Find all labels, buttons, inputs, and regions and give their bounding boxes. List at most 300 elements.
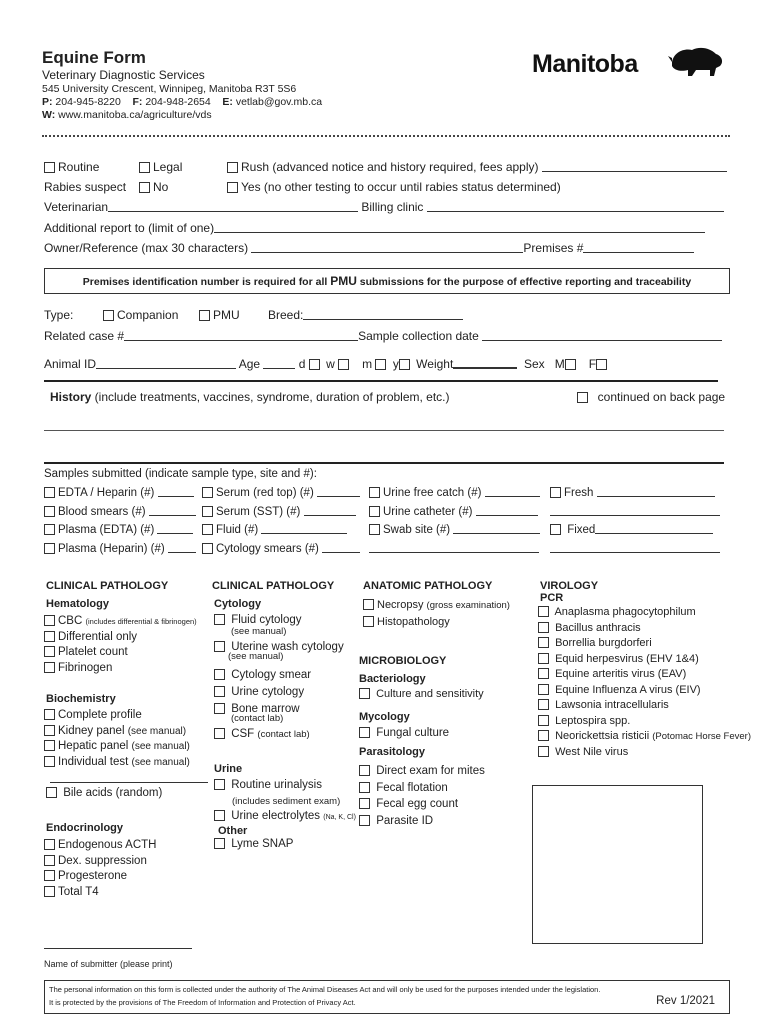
test-item[interactable] — [44, 614, 197, 630]
sample-item[interactable] — [44, 521, 196, 540]
test-label: Differential only — [58, 630, 138, 643]
test-item[interactable] — [44, 838, 156, 854]
test-checkbox[interactable] — [538, 622, 549, 633]
test-checkbox[interactable] — [359, 727, 370, 738]
other-heading: Other — [218, 825, 248, 837]
rabies-yes-option[interactable] — [227, 180, 561, 194]
continued-option[interactable] — [577, 390, 725, 404]
test-label: Platelet count — [58, 646, 128, 658]
sample-item[interactable] — [550, 484, 720, 503]
sample-field[interactable] — [317, 485, 360, 497]
test-item[interactable] — [46, 787, 162, 799]
additional-report-label: Additional report to (limit of one) — [44, 221, 215, 235]
test-label: Cytology smear — [231, 669, 312, 681]
sample-item[interactable] — [369, 521, 540, 540]
sample-label: Urine catheter (#) — [383, 505, 473, 518]
test-checkbox[interactable] — [214, 810, 225, 821]
test-item[interactable] — [44, 661, 197, 677]
test-checkbox[interactable] — [214, 728, 225, 739]
sample-field[interactable] — [369, 541, 539, 553]
weight-label: Weight — [416, 357, 454, 371]
related-case-row — [44, 329, 722, 343]
sample-checkbox[interactable] — [369, 524, 380, 535]
sample-date-field[interactable] — [482, 329, 722, 341]
test-item[interactable] — [44, 854, 156, 870]
phone: 204-945-8220 — [55, 96, 121, 108]
related-case-field[interactable] — [124, 329, 358, 341]
test-label: Uterine wash cytology — [231, 641, 344, 653]
test-item[interactable] — [214, 728, 310, 740]
sample-field[interactable] — [261, 522, 347, 534]
sample-checkbox[interactable] — [44, 487, 55, 498]
pmu-label: PMU — [213, 308, 240, 322]
test-label: Kidney panel — [58, 724, 125, 737]
test-item[interactable] — [359, 813, 485, 830]
samples-col1 — [44, 484, 196, 558]
history-label-bold: History — [50, 390, 92, 404]
sex-m-label: M — [554, 357, 565, 371]
sample-field[interactable] — [149, 504, 196, 516]
samples-col4 — [550, 484, 720, 558]
test-item[interactable] — [359, 763, 485, 780]
additional-report-row — [44, 221, 705, 235]
sample-item[interactable] — [550, 521, 720, 540]
test-label: CSF — [231, 728, 255, 740]
test-checkbox[interactable] — [44, 839, 55, 850]
rabies-no-checkbox[interactable] — [139, 182, 150, 193]
fax-label: F: — [132, 96, 143, 108]
continued-checkbox[interactable] — [577, 392, 588, 403]
test-checkbox[interactable] — [44, 662, 55, 673]
sample-checkbox[interactable] — [44, 506, 55, 517]
sample-field[interactable] — [304, 504, 356, 516]
sample-field[interactable] — [550, 504, 720, 516]
test-checkbox[interactable] — [214, 779, 225, 790]
test-checkbox[interactable] — [44, 886, 55, 897]
routine-label: Routine — [58, 160, 100, 174]
routine-option[interactable] — [44, 160, 99, 174]
test-checkbox[interactable] — [538, 653, 549, 664]
breed-row — [268, 308, 463, 322]
premises-notice — [44, 268, 730, 294]
test-note: (see manual) — [131, 756, 190, 768]
related-case-label: Related case # — [44, 329, 125, 343]
virology-heading: VIROLOGY — [540, 580, 599, 592]
test-checkbox[interactable] — [214, 614, 225, 625]
test-item[interactable] — [363, 599, 510, 611]
sex-f-label: F — [588, 357, 597, 371]
biochemistry-list — [44, 708, 190, 770]
test-checkbox[interactable] — [44, 870, 55, 881]
test-label: Parasite ID — [376, 814, 434, 827]
sample-field[interactable] — [476, 504, 538, 516]
age-m-checkbox[interactable] — [375, 359, 386, 370]
test-checkbox[interactable] — [44, 756, 55, 767]
sample-label: Fixed — [567, 524, 596, 536]
rush-label: Rush (advanced notice and history required, fees apply) — [241, 160, 539, 174]
rabies-no-option[interactable] — [139, 180, 168, 194]
cytology-list — [214, 667, 311, 718]
test-note: (contact lab) — [257, 729, 310, 740]
privacy-line1: The personal information on this form is collected under the authority of The Animal Diseases Act and will only be used for the purposes intended under the legislation. — [49, 985, 601, 994]
test-item[interactable] — [44, 755, 190, 771]
test-note: (gross examination) — [426, 600, 510, 611]
test-checkbox[interactable] — [538, 715, 549, 726]
test-item[interactable] — [359, 727, 449, 739]
test-checkbox[interactable] — [359, 815, 370, 826]
test-label: Complete profile — [58, 709, 142, 721]
bison-icon — [666, 42, 726, 82]
test-item[interactable] — [538, 745, 751, 761]
test-item[interactable] — [538, 683, 751, 699]
submitter-field[interactable] — [44, 948, 192, 949]
test-checkbox[interactable] — [538, 730, 549, 741]
sample-item[interactable] — [202, 503, 360, 522]
test-label: Equine arteritis virus (EAV) — [555, 668, 687, 680]
premises-label: Premises # — [523, 241, 584, 255]
test-item[interactable] — [538, 621, 751, 637]
sample-field[interactable] — [453, 522, 540, 534]
breed-label: Breed: — [268, 308, 304, 322]
history-label — [50, 390, 450, 404]
pcr-heading: PCR — [540, 592, 564, 604]
test-checkbox[interactable] — [538, 684, 549, 695]
biochemistry-heading: Biochemistry — [46, 693, 116, 705]
rabies-no-label: No — [153, 180, 169, 194]
test-item[interactable] — [359, 796, 485, 813]
test-item[interactable] — [538, 698, 751, 714]
test-item[interactable] — [214, 779, 322, 791]
test-checkbox[interactable] — [214, 838, 225, 849]
history-label-rest: (include treatments, vaccines, syndrome, duration of problem, etc.) — [91, 390, 450, 404]
test-note: (includes differential & fibrinogen) — [85, 617, 197, 626]
rabies-yes-checkbox[interactable] — [227, 182, 238, 193]
parasitology-list — [359, 763, 485, 829]
sample-item[interactable] — [369, 503, 540, 522]
samples-col2 — [202, 484, 360, 558]
test-item[interactable] — [214, 810, 356, 822]
endocrinology-heading: Endocrinology — [46, 822, 123, 834]
test-checkbox[interactable] — [363, 616, 374, 627]
test-label: West Nile virus — [555, 745, 629, 758]
weight-field[interactable] — [453, 356, 517, 369]
sample-field[interactable] — [158, 485, 194, 497]
test-label: Fecal flotation — [376, 781, 448, 794]
test-checkbox[interactable] — [44, 646, 55, 657]
test-item[interactable] — [44, 708, 190, 724]
test-label: Equine Influenza A virus (EIV) — [555, 683, 701, 696]
logo-text: Manitoba — [532, 50, 638, 78]
rabies-yes-label: Yes (no other testing to occur until rabies status determined) — [241, 180, 561, 194]
test-checkbox[interactable] — [538, 699, 549, 710]
type-label: Type: — [44, 308, 74, 322]
test-item[interactable] — [44, 645, 197, 661]
address: 545 University Crescent, Winnipeg, Manitoba R3T 5S6 — [42, 83, 297, 95]
history-field[interactable] — [44, 430, 724, 431]
rabies-suspect-label: Rabies suspect — [44, 180, 127, 194]
sample-label: Fresh — [564, 487, 594, 499]
lab-use-box[interactable] — [532, 785, 703, 944]
sample-label: Serum (SST) (#) — [216, 505, 301, 518]
billing-clinic-label: Billing clinic — [361, 200, 424, 214]
privacy-line2: It is protected by the provisions of The Freedom of Information and Protection of Privacy Act. — [49, 998, 356, 1007]
hematology-heading: Hematology — [46, 598, 109, 610]
samples-divider — [44, 462, 724, 464]
sample-field[interactable] — [168, 541, 196, 553]
sample-item[interactable] — [202, 540, 360, 559]
pmu-checkbox[interactable] — [199, 310, 210, 321]
urine-heading: Urine — [214, 763, 243, 775]
test-note: (see manual) — [231, 626, 287, 637]
owner-ref-label: Owner/Reference (max 30 characters) — [44, 241, 249, 255]
test-item[interactable] — [214, 684, 311, 701]
test-item[interactable] — [44, 630, 197, 646]
clinpath2-heading: CLINICAL PATHOLOGY — [212, 580, 335, 592]
test-item[interactable] — [44, 869, 156, 885]
sample-label: EDTA / Heparin (#) — [58, 487, 155, 499]
website: www.manitoba.ca/agriculture/vds — [58, 109, 212, 121]
sample-item[interactable] — [550, 540, 720, 559]
companion-label: Companion — [117, 308, 179, 322]
sample-field[interactable] — [595, 522, 713, 534]
test-checkbox[interactable] — [46, 787, 57, 798]
age-d-checkbox[interactable] — [309, 359, 320, 370]
test-item[interactable] — [538, 667, 751, 683]
sample-item[interactable] — [550, 503, 720, 522]
age-d-label: d — [298, 357, 306, 371]
companion-checkbox[interactable] — [103, 310, 114, 321]
sample-item[interactable] — [202, 521, 360, 540]
test-label: Direct exam for mites — [376, 765, 485, 777]
test-note: (includes sediment exam) — [232, 796, 341, 807]
age-w-label: w — [326, 357, 335, 371]
test-item[interactable] — [359, 688, 484, 700]
test-item[interactable] — [44, 724, 190, 740]
test-checkbox[interactable] — [44, 740, 55, 751]
test-label: Culture and sensitivity — [376, 688, 484, 700]
owner-row — [44, 241, 694, 255]
test-label: Neorickettsia risticii — [555, 730, 650, 742]
contact-line — [42, 96, 322, 108]
test-checkbox[interactable] — [44, 725, 55, 736]
sample-field[interactable] — [157, 522, 193, 534]
test-label: Bacillus anthracis — [555, 621, 641, 634]
email-label: E: — [222, 96, 233, 108]
test-checkbox[interactable] — [363, 599, 374, 610]
sample-checkbox[interactable] — [202, 543, 213, 554]
revision: Rev 1/2021 — [656, 995, 715, 1007]
sex-f-checkbox[interactable] — [596, 359, 607, 370]
test-label: Urine cytology — [231, 686, 305, 698]
companion-option[interactable] — [103, 308, 178, 322]
test-checkbox[interactable] — [44, 615, 55, 626]
sample-label: Plasma (EDTA) (#) — [58, 524, 155, 536]
test-item[interactable] — [44, 739, 190, 755]
sample-checkbox[interactable] — [550, 524, 561, 535]
test-item[interactable] — [363, 616, 450, 628]
test-label: Lawsonia intracellularis — [555, 699, 669, 711]
test-label: Fungal culture — [376, 727, 450, 739]
sample-field[interactable] — [597, 485, 715, 497]
test-item[interactable] — [538, 729, 751, 745]
age-y-checkbox[interactable] — [399, 359, 410, 370]
test-checkbox[interactable] — [538, 668, 549, 679]
test-label: Endogenous ACTH — [58, 839, 157, 851]
anatomic-heading: ANATOMIC PATHOLOGY — [363, 580, 493, 592]
test-label: Fluid cytology — [231, 614, 302, 626]
test-item[interactable] — [214, 667, 311, 684]
sample-checkbox[interactable] — [202, 524, 213, 535]
sample-label: Blood smears (#) — [58, 505, 146, 518]
continued-label: continued on back page — [597, 390, 726, 404]
test-checkbox[interactable] — [538, 606, 549, 617]
test-checkbox[interactable] — [214, 703, 225, 714]
sample-item[interactable] — [369, 484, 540, 503]
age-y-label: y — [392, 357, 399, 371]
sex-m-checkbox[interactable] — [565, 359, 576, 370]
notice-text-after: submissions for the purpose of effective reporting and traceability — [356, 276, 692, 288]
legal-label: Legal — [153, 160, 183, 174]
notice-text-before: Premises identification number is required for all — [82, 276, 331, 288]
email: vetlab@gov.mb.ca — [235, 96, 323, 108]
sample-date-label: Sample collection date — [358, 329, 479, 343]
sample-checkbox[interactable] — [202, 506, 213, 517]
sex-label: Sex — [523, 357, 545, 371]
web-label: W: — [42, 109, 56, 121]
animal-id-field[interactable] — [96, 357, 236, 369]
test-label: Necropsy — [377, 599, 424, 611]
rush-field[interactable] — [542, 160, 727, 172]
test-item[interactable] — [538, 714, 751, 730]
test-note: (Potomac Horse Fever) — [652, 731, 751, 742]
test-note: (see manual) — [127, 725, 187, 737]
history-divider — [44, 380, 718, 382]
privacy-notice — [44, 980, 730, 1014]
animal-id-label: Animal ID — [44, 357, 97, 371]
sample-label: Cytology smears (#) — [216, 542, 319, 555]
additional-report-field[interactable] — [214, 221, 705, 233]
test-note: (Na, K, Cl) — [323, 814, 356, 821]
sample-checkbox[interactable] — [44, 524, 55, 535]
sample-checkbox[interactable] — [202, 487, 213, 498]
fax: 204-948-2654 — [145, 96, 211, 108]
sample-field[interactable] — [485, 485, 540, 497]
test-checkbox[interactable] — [359, 765, 370, 776]
test-item[interactable] — [538, 636, 751, 652]
hematology-list — [44, 614, 197, 676]
test-label: CBC — [58, 615, 83, 627]
test-checkbox[interactable] — [538, 746, 549, 757]
test-label: Total T4 — [58, 885, 99, 898]
owner-ref-field[interactable] — [251, 241, 523, 253]
samples-col3 — [369, 484, 540, 558]
test-item[interactable] — [44, 885, 156, 901]
test-label: Progesterone — [58, 870, 128, 882]
sample-item[interactable] — [369, 540, 540, 559]
department-name: Veterinary Diagnostic Services — [42, 68, 205, 82]
test-checkbox[interactable] — [44, 855, 55, 866]
pmu-option[interactable] — [199, 308, 240, 322]
sample-checkbox[interactable] — [369, 506, 380, 517]
rush-option[interactable] — [227, 160, 727, 174]
test-label: Bone marrow — [231, 703, 300, 715]
submitter-label: Name of submitter (please print) — [44, 959, 173, 969]
premises-field[interactable] — [583, 241, 694, 253]
test-label: Histopathology — [377, 616, 450, 628]
test-item[interactable] — [214, 838, 293, 850]
sample-field[interactable] — [322, 541, 360, 553]
age-label: Age — [238, 357, 261, 371]
notice-pmu: PMU — [330, 274, 357, 288]
rush-checkbox[interactable] — [227, 162, 238, 173]
test-label: Individual test — [58, 755, 129, 768]
veterinarian-label: Veterinarian — [44, 200, 109, 214]
sample-item[interactable] — [44, 540, 196, 559]
breed-field[interactable] — [303, 308, 463, 320]
test-checkbox[interactable] — [214, 686, 225, 697]
test-note: (see manual) — [228, 651, 284, 662]
sample-item[interactable] — [44, 484, 196, 503]
test-label: Lyme SNAP — [231, 838, 294, 850]
sample-item[interactable] — [202, 484, 360, 503]
test-item[interactable] — [538, 605, 751, 621]
test-checkbox[interactable] — [44, 709, 55, 720]
sample-checkbox[interactable] — [369, 487, 380, 498]
billing-clinic-field[interactable] — [427, 200, 724, 212]
routine-checkbox[interactable] — [44, 162, 55, 173]
individual-test-field[interactable] — [50, 782, 208, 783]
test-label: Anaplasma phagocytophilum — [554, 606, 696, 618]
clinpath1-heading: CLINICAL PATHOLOGY — [46, 580, 169, 592]
age-w-checkbox[interactable] — [338, 359, 349, 370]
virology-list — [538, 605, 751, 760]
sample-label: Swab site (#) — [383, 524, 451, 536]
test-checkbox[interactable] — [359, 798, 370, 809]
test-label: Hepatic panel — [58, 740, 129, 752]
legal-checkbox[interactable] — [139, 162, 150, 173]
test-checkbox[interactable] — [214, 641, 225, 652]
sample-label: Fluid (#) — [216, 524, 259, 536]
microbiology-heading: MICROBIOLOGY — [359, 655, 447, 667]
test-item[interactable] — [214, 614, 302, 626]
sample-item[interactable] — [44, 503, 196, 522]
legal-option[interactable] — [139, 160, 182, 174]
test-item[interactable] — [538, 652, 751, 668]
test-checkbox[interactable] — [214, 669, 225, 680]
test-checkbox[interactable] — [538, 637, 549, 648]
test-label: Fibrinogen — [58, 661, 113, 674]
veterinarian-field[interactable] — [108, 200, 358, 212]
test-checkbox[interactable] — [359, 782, 370, 793]
endocrinology-list — [44, 838, 156, 900]
form-title: Equine Form — [42, 48, 146, 67]
sample-field[interactable] — [550, 541, 720, 553]
age-m-label: m — [362, 357, 373, 371]
age-field[interactable] — [263, 357, 295, 369]
test-label: Borrellia burgdorferi — [555, 637, 652, 649]
sample-label: Urine free catch (#) — [383, 487, 482, 499]
sample-label: Plasma (Heparin) (#) — [58, 542, 165, 555]
test-note: (contact lab) — [231, 713, 284, 724]
website-line — [42, 109, 212, 121]
test-item[interactable] — [359, 780, 485, 797]
sample-checkbox[interactable] — [44, 543, 55, 554]
test-label: Leptospira spp. — [555, 714, 631, 727]
phone-label: P: — [42, 96, 53, 108]
test-checkbox[interactable] — [44, 631, 55, 642]
test-checkbox[interactable] — [359, 688, 370, 699]
sample-checkbox[interactable] — [550, 487, 561, 498]
